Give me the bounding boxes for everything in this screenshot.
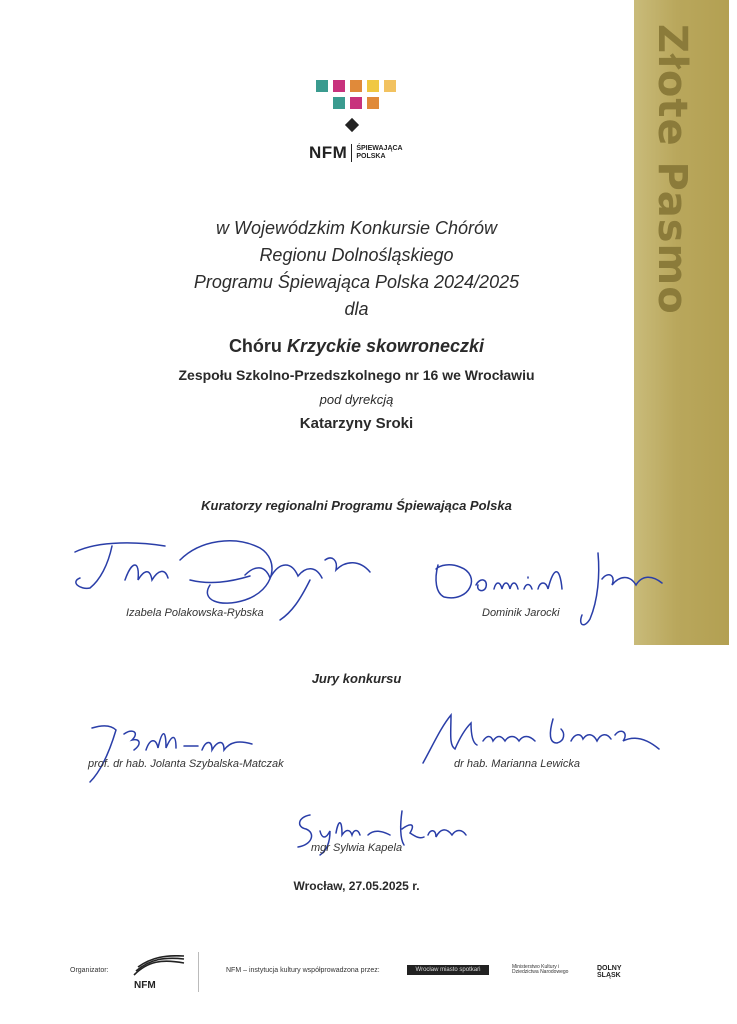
logo-square (350, 80, 362, 92)
logo-subtitle-line2: POLSKA (356, 153, 386, 160)
place-date: Wrocław, 27.05.2025 r. (293, 879, 420, 893)
choir-prefix: Chóru (228, 336, 282, 356)
footer-divider (198, 952, 199, 992)
logo-square (367, 80, 379, 92)
dolny-slask-line2: ŚLĄSK (597, 972, 621, 979)
logo-subtitle-line1: ŚPIEWAJĄCA (356, 145, 403, 152)
jury-name-1: prof. dr hab. Jolanta Szybalska-Matczak (88, 758, 284, 770)
choir-title: Krzyckie skowroneczki (286, 336, 485, 356)
nfm-small-text: NFM (134, 980, 156, 991)
jury-name-2: dr hab. Marianna Lewicka (454, 758, 580, 770)
intro-line-4: dla (344, 299, 369, 319)
organizer-label: Organizator: (70, 967, 109, 974)
intro-line-1: w Wojewódzkim Konkursie Chórów (215, 218, 498, 238)
band-title: Złote Pasmo (649, 24, 695, 315)
logo-wordmark (309, 143, 403, 163)
logo-subtitle (356, 145, 402, 161)
dolny-slask-line1: DOLNY (597, 965, 622, 972)
logo-square (350, 97, 362, 109)
logo-square (384, 80, 396, 92)
dolny-slask-logo (597, 965, 645, 979)
nfm-logo-small (130, 955, 188, 991)
signature-szybalska (80, 720, 280, 790)
logo-square (333, 80, 345, 92)
footer (0, 950, 737, 1000)
curator-name-2: Dominik Jarocki (482, 607, 560, 619)
curators-heading: Kuratorzy regionalni Programu Śpiewająca Polska (201, 498, 512, 513)
curator-name-1: Izabela Polakowska-Rybska (126, 607, 264, 619)
logo-square (316, 80, 328, 92)
logo-nfm-text: NFM (309, 143, 348, 162)
logo-square (367, 97, 379, 109)
choir-name (0, 336, 713, 357)
school-name: Zespołu Szkolno-Przedszkolnego nr 16 we Wrocławiu (178, 367, 535, 383)
logo-diamond (345, 118, 359, 132)
jury-heading: Jury konkursu (311, 671, 402, 686)
intro-line-2: Regionu Dolnośląskiego (259, 245, 454, 265)
direction-label: pod dyrekcją (319, 392, 394, 407)
conductor-name: Katarzyny Sroki (299, 415, 414, 432)
intro-line-3: Programu Śpiewająca Polska 2024/2025 (193, 272, 520, 292)
logo-divider (351, 144, 352, 162)
logo-square (333, 97, 345, 109)
jury-name-3: mgr Sylwia Kapela (311, 842, 403, 854)
ministry-logo: Ministerstwo Kultury i Dziedzictwa Narodowego (512, 964, 569, 975)
cofinance-label: NFM – instytucja kultury współprowadzona przez: (226, 967, 380, 974)
wroclaw-logo: Wrocław miasto spotkań (407, 965, 489, 975)
